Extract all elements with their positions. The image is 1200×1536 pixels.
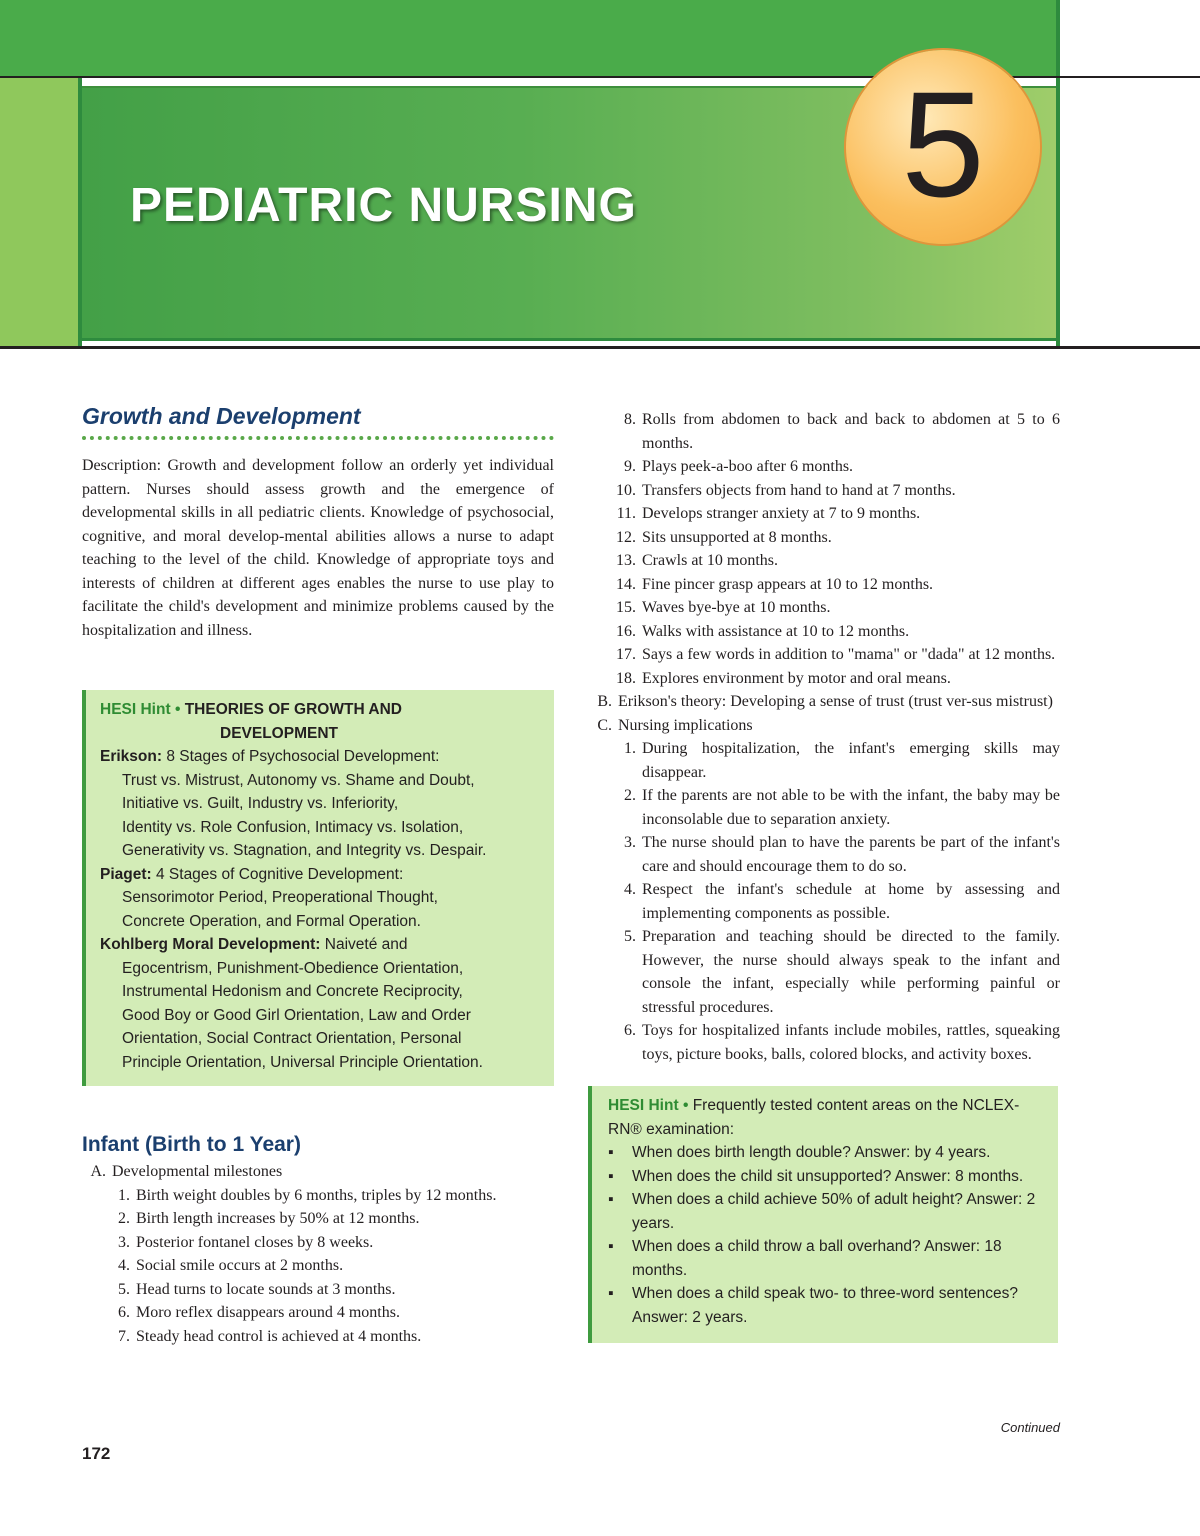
continued-label: Continued (1000, 1420, 1060, 1435)
outline-title: Nursing implications (618, 716, 753, 734)
square-bullet-icon: ▪ (608, 1191, 614, 1208)
banner-top-rule (0, 76, 1200, 78)
list-item: 18. Explores environment by motor and oral means. (616, 669, 951, 687)
banner-left-rule (78, 78, 82, 348)
theory-label: Piaget: (100, 865, 152, 883)
list-item: 7. Steady head control is achieved at 4 months. (118, 1327, 422, 1345)
theory-line: Initiative vs. Guilt, Industry vs. Inferiority, (122, 795, 399, 812)
theory-line: Generativity vs. Stagnation, and Integrity vs. Despair. (122, 842, 487, 859)
hint-question-list (608, 1141, 1048, 1329)
list-item: ▪ When does birth length double? Answer: by 4 years. (608, 1141, 1048, 1165)
list-item: 4. Respect the infant's schedule at home by assessing and implementing components as possible. (624, 881, 1060, 922)
list-item: 3. Posterior fontanel closes by 8 weeks. (118, 1233, 374, 1251)
list-item: ▪ When does the child sit unsupported? Answer: 8 months. (608, 1165, 1048, 1189)
chapter-banner (0, 0, 1200, 360)
chapter-number-badge (846, 50, 1040, 244)
list-item: ▪ When does a child throw a ball overhand? Answer: 18 months. (608, 1235, 1048, 1282)
right-column (588, 408, 1060, 1343)
theory-erikson (100, 745, 544, 863)
milestones-list (82, 1184, 554, 1349)
theory-label: Erikson: (100, 748, 163, 765)
theory-label: Kohlberg Moral Development: (100, 936, 321, 953)
list-item: 5. Head turns to locate sounds at 3 months. (118, 1280, 396, 1298)
list-item: 8. Rolls from abdomen to back and back to abdomen at 5 to 6 months. (624, 411, 1060, 452)
list-item: 5. Preparation and teaching should be directed to the family. However, the nurse should always speak to the infant and console the infant, especially while performing painful or stressful procedures. (624, 928, 1060, 1016)
list-item: ▪ When does a child speak two- to three-word sentences? Answer: 2 years. (608, 1282, 1048, 1329)
square-bullet-icon: ▪ (608, 1167, 614, 1185)
hint-header (608, 1094, 1048, 1141)
theory-line: Orientation, Social Contract Orientation, Personal (122, 1030, 462, 1047)
list-item: 17. Says a few words in addition to "mama" or "dada" at 12 months. (616, 646, 1056, 663)
banner-bottom-rule (0, 346, 1200, 349)
list-item: 1. Birth weight doubles by 6 months, triples by 12 months. (118, 1186, 497, 1204)
theory-intro: 8 Stages of Psychosocial Development: (162, 748, 440, 765)
list-item: 9. Plays peek-a-boo after 6 months. (624, 458, 854, 475)
dotted-divider (82, 436, 554, 440)
outline-letter: B. (597, 693, 612, 710)
theory-line: Egocentrism, Punishment-Obedience Orientation, (122, 959, 464, 977)
list-item: 16. Walks with assistance at 10 to 12 months. (616, 622, 910, 640)
hint-heading-continued: DEVELOPMENT (220, 724, 338, 742)
list-item: 6. Toys for hospitalized infants include mobiles, rattles, squeaking toys, picture books, balls, colored blocks, and activity boxes. (624, 1022, 1060, 1063)
hint-bullet: • (174, 701, 181, 718)
theory-intro: 4 Stages of Cognitive Development: (151, 865, 404, 883)
list-item: 6. Moro reflex disappears around 4 months. (118, 1304, 400, 1321)
hint-label: HESI Hint (608, 1097, 679, 1114)
outline-item-a (82, 1160, 554, 1184)
hint-heading: THEORIES OF GROWTH AND (184, 701, 402, 718)
list-item: 10. Transfers objects from hand to hand at 7 months. (616, 481, 956, 499)
banner-right-rule (1056, 0, 1060, 346)
list-item: 13. Crawls at 10 months. (616, 552, 778, 569)
list-item: 12. Sits unsupported at 8 months. (616, 528, 832, 546)
nursing-implications-list (588, 737, 1060, 1066)
theory-line: Good Boy or Good Girl Orientation, Law and Order (122, 1006, 471, 1024)
hint-intro: Frequently tested content areas on the NCLEX-RN® examination: (608, 1097, 1020, 1138)
banner-left-strip (0, 78, 78, 348)
banner-right-margin (1060, 0, 1200, 346)
section-heading-infant: Infant (Birth to 1 Year) (82, 1133, 301, 1156)
page-number: 172 (82, 1444, 111, 1463)
square-bullet-icon: ▪ (608, 1144, 614, 1161)
hint-label: HESI Hint (100, 701, 171, 718)
theory-line: Concrete Operation, and Formal Operation. (122, 912, 421, 930)
list-item: 11. Develops stranger anxiety at 7 to 9 months. (616, 505, 921, 522)
list-item: ▪ When does a child achieve 50% of adult height? Answer: 2 years. (608, 1188, 1048, 1235)
theory-line: Sensorimotor Period, Preoperational Thought, (122, 889, 438, 906)
theory-line: Identity vs. Role Confusion, Intimacy vs. Isolation, (122, 818, 464, 836)
hint-header (100, 698, 544, 745)
theory-kohlberg (100, 933, 544, 1074)
list-item: 2. Birth length increases by 50% at 12 months. (118, 1210, 420, 1227)
list-item: 4. Social smile occurs at 2 months. (118, 1257, 344, 1274)
banner-panel-bottom-rule (82, 338, 1056, 341)
list-item: 15. Waves bye-bye at 10 months. (616, 599, 831, 616)
hesi-hint-theories (82, 690, 554, 1086)
outline-title: Developmental milestones (112, 1163, 283, 1180)
chapter-title: PEDIATRIC NURSING (130, 179, 637, 232)
theory-line: Trust vs. Mistrust, Autonomy vs. Shame and Doubt, (122, 771, 475, 789)
list-item: 2. If the parents are not able to be with the infant, the baby may be inconsolable due to separation anxiety. (624, 787, 1060, 828)
section-heading-growth: Growth and Development (82, 403, 361, 429)
theory-line: Principle Orientation, Universal Principle Orientation. (122, 1053, 483, 1071)
outline-letter: C. (597, 716, 612, 734)
milestones-list-continued (588, 408, 1060, 690)
growth-description: Description: Growth and development follow an orderly yet individual pattern. Nurses should assess growth and the emergence of developmental skills in all pediatric clients. Knowledge of psychosocial, cognitive, and moral develop-mental abilities allows a nurse to adapt teaching to the level of the child. Knowledge of appropriate toys and interests of children at different ages enables the nurse to use play to facilitate the child's development and minimize problems caused by the hospitalization and illness. (82, 457, 554, 639)
outline-title: Erikson's theory: Developing a sense of trust (trust ver-sus mistrust) (618, 693, 1053, 710)
theory-piaget (100, 863, 544, 934)
list-item: 3. The nurse should plan to have the parents be part of the infant's care and should encourage them to do so. (624, 834, 1060, 875)
hint-bullet: • (682, 1097, 689, 1114)
square-bullet-icon: ▪ (608, 1285, 614, 1302)
outline-item-c (588, 714, 1060, 738)
square-bullet-icon: ▪ (608, 1238, 614, 1255)
chapter-number: 5 (901, 60, 985, 228)
theory-intro: Naiveté and (320, 936, 408, 953)
outline-item-b (588, 690, 1060, 714)
list-item: 14. Fine pincer grasp appears at 10 to 12 months. (616, 575, 934, 593)
outline-letter: A. (90, 1163, 106, 1180)
list-item: 1. During hospitalization, the infant's emerging skills may disappear. (624, 740, 1060, 781)
left-column (82, 398, 554, 1348)
hesi-hint-nclex (588, 1086, 1058, 1343)
theory-line: Instrumental Hedonism and Concrete Reciprocity, (122, 983, 463, 1000)
